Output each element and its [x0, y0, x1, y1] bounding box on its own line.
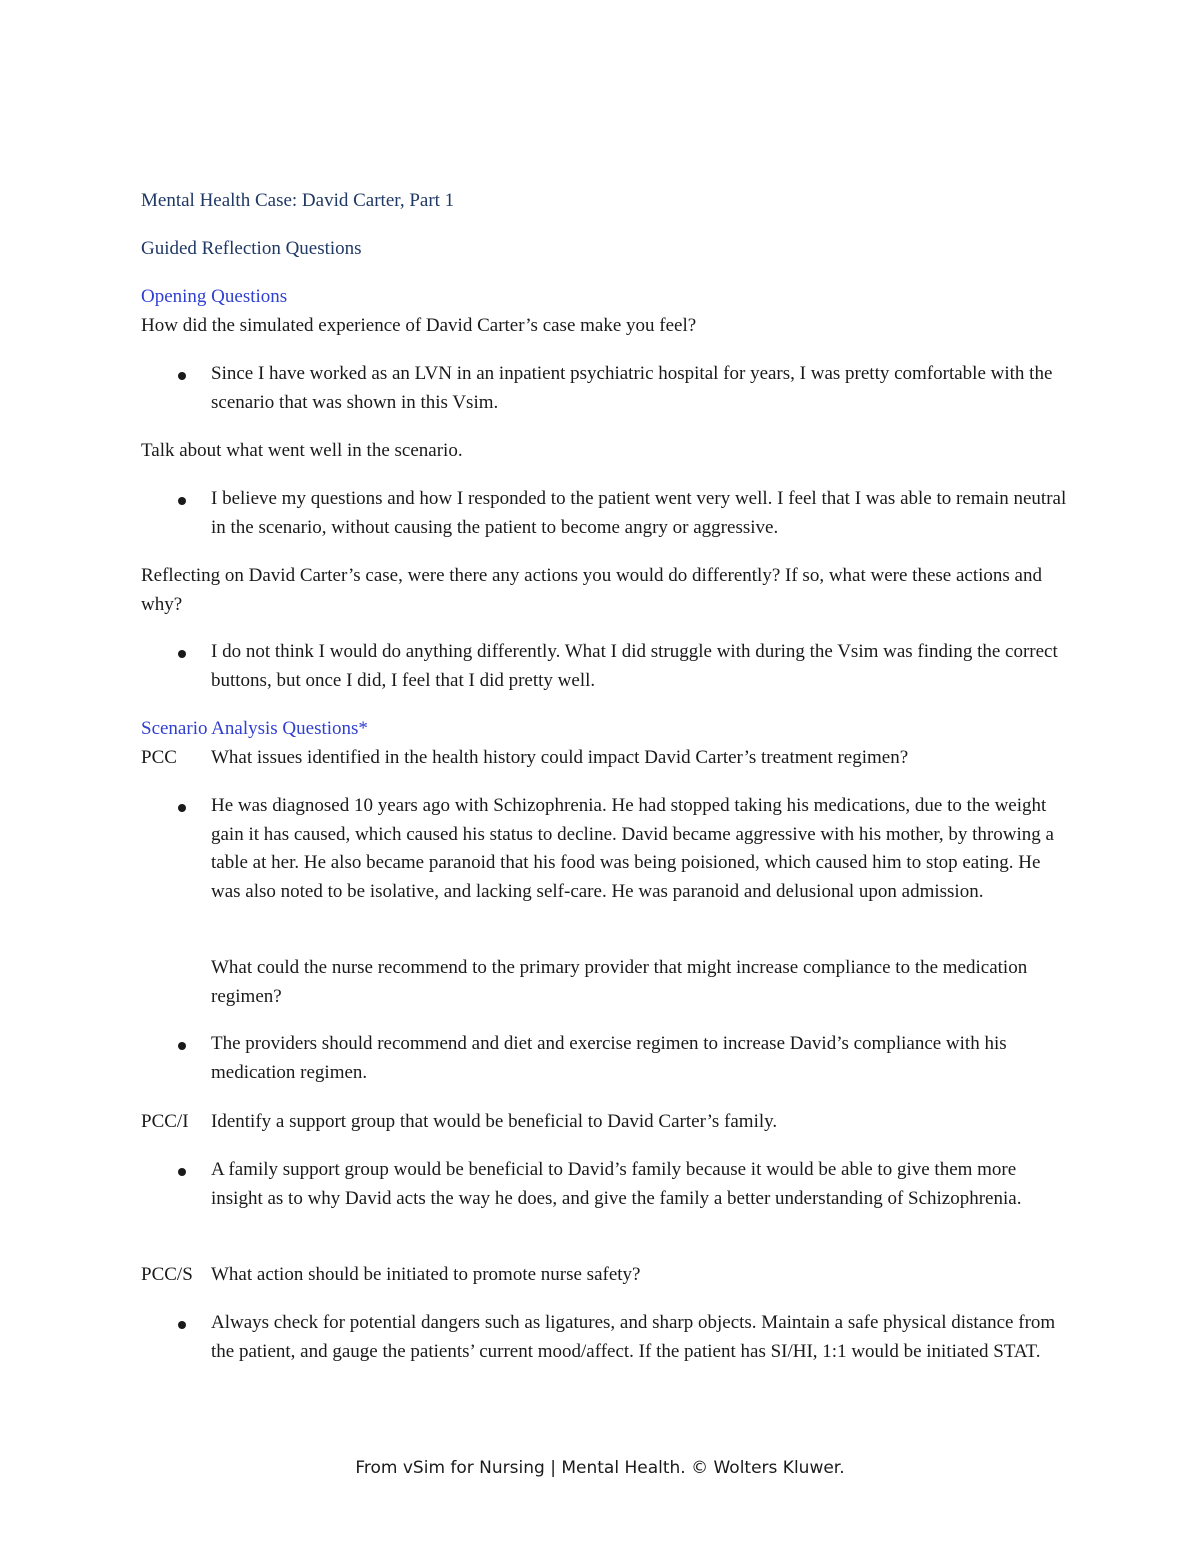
bullet-icon	[178, 497, 186, 505]
page-footer: From vSim for Nursing | Mental Health. © Wolters Kluwer.	[355, 1458, 845, 1478]
bullet-icon	[178, 650, 186, 658]
pcc-i-code: PCC/I	[141, 1111, 189, 1132]
pcc-i-answer: A family support group would be beneficial to David’s family because it would be able to give them more insight as to why David acts the way he does, and give the family a better understanding of Schizophrenia.	[211, 1159, 1022, 1209]
pcc-question-2: What could the nurse recommend to the primary provider that might increase compliance to the medication regimen?	[211, 957, 1028, 1007]
pcc-answer-2: The providers should recommend and diet and exercise regimen to increase David’s compliance with his medication regimen.	[211, 1033, 1007, 1083]
question-differently: Reflecting on David Carter’s case, were there any actions you would do differently? If so, what were these actions and why?	[141, 565, 1042, 615]
question-feel: How did the simulated experience of David Carter’s case make you feel?	[141, 315, 697, 336]
pcc-answer: He was diagnosed 10 years ago with Schizophrenia. He had stopped taking his medications, due to the weight gain it has caused, which caused his status to decline. David became aggressive with his mother, by throwing a table at her. He also became paranoid that his food was being poisioned, which caused him to stop eating. He was also noted to be isolative, and lacking self-care. He was paranoid and delusional upon admission.	[211, 795, 1054, 902]
pcc-code: PCC	[141, 747, 177, 768]
question-went-well: Talk about what went well in the scenario.	[141, 440, 463, 461]
bullet-icon	[178, 804, 186, 812]
pcc-s-answer: Always check for potential dangers such as ligatures, and sharp objects. Maintain a safe physical distance from the patient, and gauge the patients’ current mood/affect. If the patient has SI/HI, 1:1 would be initiated STAT.	[211, 1312, 1056, 1362]
answer-went-well: I believe my questions and how I responded to the patient went very well. I feel that I was able to remain neutral in the scenario, without causing the patient to become angry or aggressive.	[211, 488, 1067, 538]
pcc-s-code: PCC/S	[141, 1264, 193, 1285]
opening-questions-heading: Opening Questions	[141, 286, 288, 307]
bullet-icon	[178, 372, 186, 380]
scenario-analysis-heading: Scenario Analysis Questions*	[141, 718, 368, 739]
bullet-icon	[178, 1321, 186, 1329]
bullet-icon	[178, 1168, 186, 1176]
pcc-question: What issues identified in the health history could impact David Carter’s treatment regimen?	[211, 747, 909, 768]
document-title: Mental Health Case: David Carter, Part 1	[141, 190, 455, 211]
document-subtitle: Guided Reflection Questions	[141, 238, 362, 259]
bullet-icon	[178, 1042, 186, 1050]
answer-differently: I do not think I would do anything differently. What I did struggle with during the Vsim was finding the correct buttons, but once I did, I feel that I did pretty well.	[211, 641, 1058, 691]
pcc-s-question: What action should be initiated to promote nurse safety?	[211, 1264, 641, 1285]
answer-feel: Since I have worked as an LVN in an inpatient psychiatric hospital for years, I was pretty comfortable with the scenario that was shown in this Vsim.	[211, 363, 1053, 413]
pcc-i-question: Identify a support group that would be beneficial to David Carter’s family.	[211, 1111, 778, 1132]
